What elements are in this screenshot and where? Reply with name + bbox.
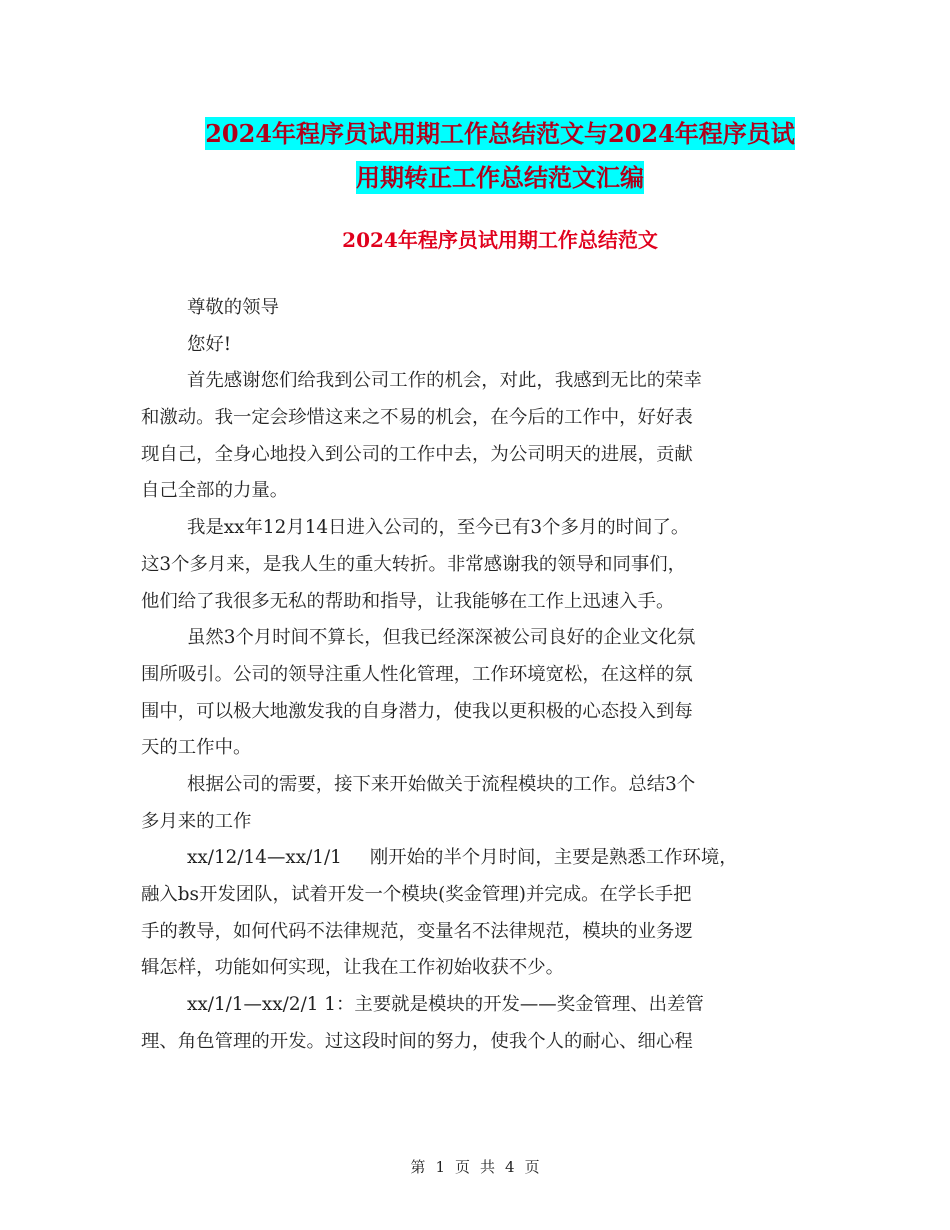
document-body [141,290,821,1060]
paragraph-1-line: 自己全部的力量。 [141,480,289,502]
paragraph-5-line: 融入bs开发团队，试着开发一个模块(奖金管理)并完成。在学长手把 [141,884,692,905]
footer-prefix: 第 [410,1158,426,1176]
footer-total-label: 共 [480,1158,496,1176]
section-title: 2024年程序员试用期工作总结范文 [342,228,658,252]
document-title-line-2 [140,158,860,193]
document-title-line-1 [140,114,860,149]
date-range: xx/12/14—xx/1/1 [187,847,342,869]
footer-page-label: 页 [454,1158,470,1176]
paragraph-3-line: 围中，可以极大地激发我的自身潜力，使我以更积极的心态投入到每 [141,700,693,722]
greeting: 尊敬的领导 [187,297,279,318]
hello: 您好! [187,333,232,355]
paragraph-5-line: 辑怎样，功能如何实现，让我在工作初始收获不少。 [141,957,564,979]
total-pages: 4 [505,1158,515,1176]
paragraph-5-first-line [141,840,821,877]
paragraph-3-line: 天的工作中。 [141,737,252,759]
title-highlight: 用期转正工作总结范文汇编 [356,163,644,192]
paragraph-4-line: 根据公司的需要，接下来开始做关于流程模块的工作。总结3个 [187,773,696,795]
paragraph-4-line: 多月来的工作 [141,810,252,832]
paragraph-2-line: 他们给了我很多无私的帮助和指导，让我能够在工作上迅速入手。 [141,590,675,612]
paragraph-2-line: 我是xx年12月14日进入公司的，至今已有3个多月的时间了。 [187,517,690,539]
title-highlight: 2024年程序员试用期工作总结范文与2024年程序员试 [205,119,795,148]
paragraph-3-line: 虽然3个月时间不算长，但我已经深深被公司良好的企业文化氛 [187,627,696,649]
footer-suffix: 页 [524,1158,540,1176]
paragraph-2-line: 这3个多月来，是我人生的重大转折。非常感谢我的领导和同事们， [141,553,687,575]
page-number: 1 [435,1158,445,1176]
paragraph-5-line: 刚开始的半个月时间，主要是熟悉工作环境， [369,847,738,869]
paragraph-3-line: 围所吸引。公司的领导注重人性化管理，工作环境宽松，在这样的氛 [141,663,693,685]
paragraph-1-line: 和激动。我一定会珍惜这来之不易的机会，在今后的工作中，好好表 [141,407,693,429]
paragraph-1-line: 首先感谢您们给我到公司工作的机会，对此，我感到无比的荣幸 [187,370,702,392]
paragraph-6-line: xx/1/1—xx/2/1 1：主要就是模块的开发——奖金管理、出差管 [187,994,704,1016]
page-footer [0,1156,950,1177]
paragraph-1-line: 现自己，全身心地投入到公司的工作中去，为公司明天的进展，贡献 [141,443,693,465]
paragraph-5-line: 手的教导，如何代码不法律规范，变量名不法律规范，模块的业务逻 [141,920,693,942]
paragraph-6-line: 理、角色管理的开发。过这段时间的努力，使我个人的耐心、细心程 [141,1030,693,1052]
